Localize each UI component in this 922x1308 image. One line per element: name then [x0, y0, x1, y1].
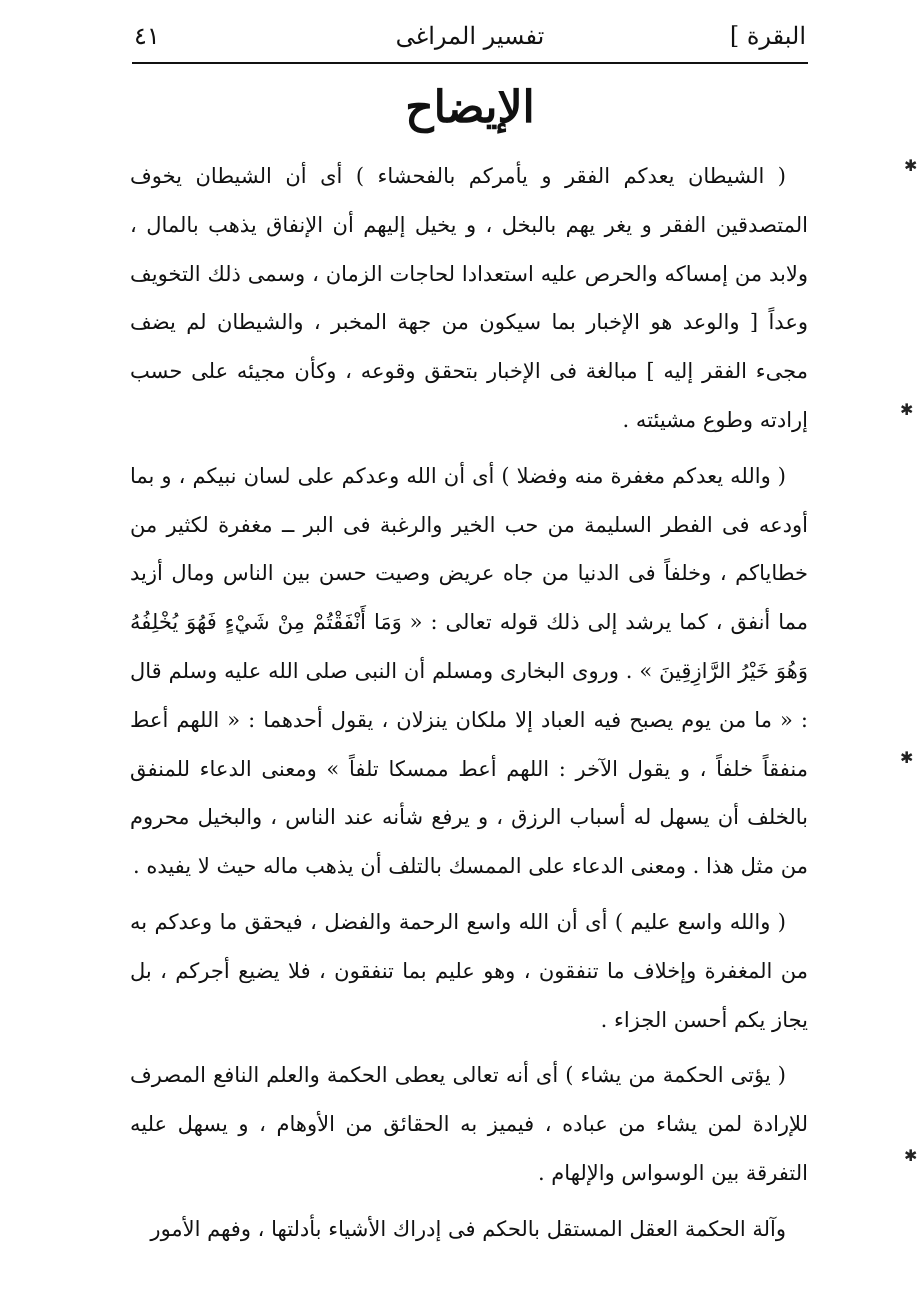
paragraph-5: وآلة الحكمة العقل المستقل بالحكم فى إدراك الأشياء بأدلتها ، وفهم الأمور	[150, 1216, 786, 1241]
surah-running-head: البقرة ]	[729, 22, 806, 50]
scan-speck-mark: ✱	[904, 156, 918, 175]
paragraph-3: ( والله واسع عليم ) أى أن الله واسع الرحمة والفضل ، فيحقق ما وعدكم به من المغفرة وإخلاف ما تنفقون ، وهو عليم بما تنفقون ، فلا يضيع أجركم ، بل يجاز يكم أحسن الجزاء .	[130, 909, 808, 1032]
paragraph-1: ( الشيطان يعدكم الفقر و يأمركم بالفحشاء ) أى أن الشيطان يخوف المتصدقين الفقر و يغر يهم بالبخل ، و يخيل إليهم أن الإنفاق يذهب بالمال ، ولابد من إمساكه والحرص عليه استعدادا لحاجات الزمان ، وسمى ذلك التخويف وعداً [ والوعد هو الإخبار بما سيكون من جهة المخبر ، والشيطان لم يضف مجىء الفقر إليه ] مبالغة فى الإخبار بتحقق وقوعه ، وكأن مجيئه على حسب إرادته وطوع مشيئته .	[130, 164, 808, 432]
body-text	[130, 152, 808, 1261]
paragraph-2: ( والله يعدكم مغفرة منه وفضلا ) أى أن الله وعدكم على لسان نبيكم ، و بما أودعه فى الفطر السليمة من حب الخير والرغبة فى البر ــ مغفرة لكثير من خطاياكم ، وخلفاً فى الدنيا من جاه عريض وصيت حسن بين الناس ومال أزيد مما أنفق ، كما يرشد إلى ذلك قوله تعالى : « وَمَا أَنْفَقْتُمْ مِنْ شَيْءٍ فَهُوَ يُخْلِفُهُ وَهُوَ خَيْرُ الرَّازِقِينَ » . وروى البخارى ومسلم أن النبى صلى الله عليه وسلم قال : « ما من يوم يصبح فيه العباد إلا ملكان ينزلان ، يقول أحدهما : « اللهم أعط منفقاً خلفاً ، و يقول الآخر : اللهم أعط ممسكا تلفاً » ومعنى الدعاء للمنفق بالخلف أن يسهل له أسباب الرزق ، و يرفع شأنه عند الناس ، والبخيل محروم من مثل هذا . ومعنى الدعاء على الممسك بالتلف أن يذهب ماله حيث لا يفيده .	[130, 463, 808, 879]
scan-speck-mark: ✱	[900, 400, 914, 419]
page-header	[134, 18, 806, 60]
header-rule	[132, 62, 808, 64]
section-title: الإيضاح	[405, 82, 535, 133]
page-number: ٤١	[134, 22, 160, 50]
book-running-title: تفسير المراغى	[395, 22, 545, 50]
scan-speck-mark: ✱	[904, 1146, 918, 1165]
scan-speck-mark: ✱	[900, 748, 914, 767]
paragraph-4: ( يؤتى الحكمة من يشاء ) أى أنه تعالى يعطى الحكمة والعلم النافع المصرف للإرادة لمن يشاء من عباده ، فيميز به الحقائق من الأوهام ، و يسهل عليه التفرقة بين الوسواس والإلهام .	[130, 1063, 808, 1185]
